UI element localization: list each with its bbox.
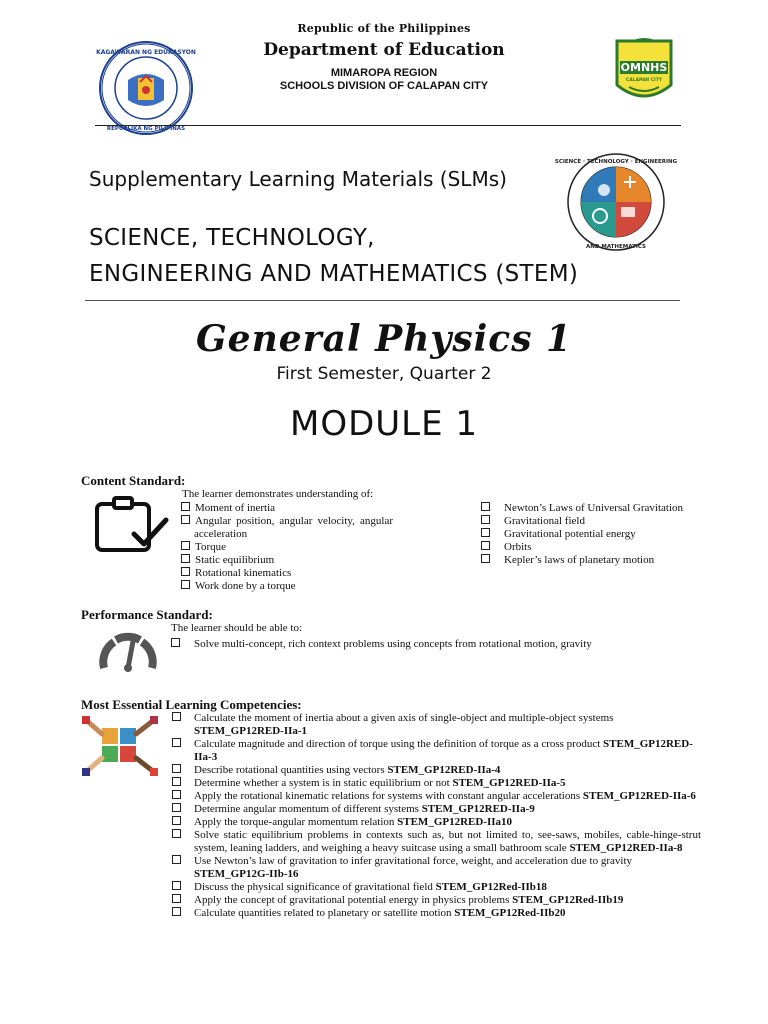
list-item: Determine angular momentum of different systems STEM_GP12RED-IIa-9 bbox=[172, 803, 701, 816]
content-standard-left-list bbox=[181, 502, 393, 593]
list-item: Work done by a torque bbox=[181, 580, 393, 593]
department-header: Department of Education bbox=[263, 40, 505, 60]
checkbox-icon bbox=[481, 541, 490, 550]
list-item: Apply the concept of gravitational potential energy in physics problems STEM_GP12Red-IIb19 bbox=[172, 894, 701, 907]
checkbox-icon bbox=[172, 803, 181, 812]
checkbox-icon bbox=[181, 554, 190, 563]
performance-standard-intro: The learner should be able to: bbox=[171, 622, 303, 634]
list-item: Determine whether a system is in static equilibrium or not STEM_GP12RED-IIa-5 bbox=[172, 777, 701, 790]
list-item: Moment of inertia bbox=[181, 502, 393, 515]
svg-text:KAGAWARAN NG EDUKASYON: KAGAWARAN NG EDUKASYON bbox=[96, 49, 196, 56]
svg-text:SCIENCE · TECHNOLOGY · ENGINEE: SCIENCE · TECHNOLOGY · ENGINEERING bbox=[554, 159, 678, 165]
division-header: SCHOOLS DIVISION OF CALAPAN CITY bbox=[279, 80, 489, 92]
list-item: Apply the torque-angular momentum relation STEM_GP12RED-IIa10 bbox=[172, 816, 701, 829]
list-item: Discuss the physical significance of gravitational field STEM_GP12Red-IIb18 bbox=[172, 881, 701, 894]
gauge-icon bbox=[98, 626, 158, 672]
checkbox-icon bbox=[181, 515, 190, 524]
semester-label: First Semester, Quarter 2 bbox=[276, 364, 492, 384]
checkbox-icon bbox=[172, 738, 181, 747]
school-logo bbox=[611, 37, 677, 107]
list-item: Use Newton’s law of gravitation to infer gravitational force, weight, and acceleration due to gravity STEM_GP12G-IIb-16 bbox=[172, 855, 701, 881]
checkbox-icon bbox=[481, 528, 490, 537]
melc-heading: Most Essential Learning Competencies: bbox=[81, 697, 302, 712]
svg-text:CALAPAN CITY: CALAPAN CITY bbox=[625, 78, 663, 83]
list-item: Calculate quantities related to planetary or satellite motion STEM_GP12Red-IIb20 bbox=[172, 907, 701, 920]
svg-text:OMNHS: OMNHS bbox=[620, 61, 668, 74]
svg-text:AND MATHEMATICS: AND MATHEMATICS bbox=[586, 244, 646, 250]
list-item: Apply the rotational kinematic relations for systems with constant angular accelerations STEM_GP12RED-IIa-6 bbox=[172, 790, 701, 803]
list-item: Gravitational potential energy bbox=[481, 528, 701, 541]
list-item: Angular position, angular velocity, angular acceleration bbox=[181, 515, 393, 541]
checkbox-icon bbox=[481, 502, 490, 511]
content-standard-right-list bbox=[481, 502, 701, 567]
list-item: Rotational kinematics bbox=[181, 567, 393, 580]
checkbox-icon bbox=[481, 515, 490, 524]
slm-title: Supplementary Learning Materials (SLMs) bbox=[89, 167, 507, 191]
content-standard-heading: Content Standard: bbox=[81, 473, 186, 488]
checkbox-icon bbox=[181, 580, 190, 589]
checkbox-icon bbox=[172, 881, 181, 890]
checkbox-icon bbox=[181, 567, 190, 576]
checkbox-icon bbox=[172, 855, 181, 864]
list-item: Gravitational field bbox=[481, 515, 701, 528]
checkbox-icon bbox=[172, 894, 181, 903]
content-standard-intro: The learner demonstrates understanding of: bbox=[182, 488, 374, 500]
checkbox-icon bbox=[172, 816, 181, 825]
checkbox-icon bbox=[172, 907, 181, 916]
checkbox-icon bbox=[172, 790, 181, 799]
list-item: Solve multi-concept, rich context problems using concepts from rotational motion, gravity bbox=[171, 638, 701, 651]
checkbox-icon bbox=[171, 638, 180, 647]
checkbox-icon bbox=[181, 541, 190, 550]
stem-seal bbox=[554, 152, 678, 252]
puzzle-hands-icon bbox=[82, 714, 158, 778]
melc-list bbox=[172, 712, 701, 920]
list-item: Torque bbox=[181, 541, 393, 554]
region-header: MIMAROPA REGION bbox=[330, 67, 438, 79]
list-item: Orbits bbox=[481, 541, 701, 554]
checkbox-icon bbox=[172, 712, 181, 721]
list-item: Describe rotational quantities using vectors STEM_GP12RED-IIa-4 bbox=[172, 764, 701, 777]
stem-title-line2: ENGINEERING AND MATHEMATICS (STEM) bbox=[89, 261, 579, 287]
checkbox-icon bbox=[172, 829, 181, 838]
svg-text:REPUBLIKA NG PILIPINAS: REPUBLIKA NG PILIPINAS bbox=[106, 126, 186, 132]
checkbox-icon bbox=[172, 777, 181, 786]
list-item: Solve static equilibrium problems in contexts such as, but not limited to, see-saws, mobiles, cable-hinge-strut system, leaning ladders, and weighing a heavy suitcase using a small bathroom scale STEM_GP12RED-IIa-8 bbox=[172, 829, 701, 855]
subject-title: General Physics 1 bbox=[195, 318, 573, 360]
checkbox-icon bbox=[481, 554, 490, 563]
title-divider bbox=[85, 300, 680, 301]
list-item: Static equilibrium bbox=[181, 554, 393, 567]
checkbox-icon bbox=[181, 502, 190, 511]
checkbox-icon bbox=[172, 764, 181, 773]
module-title: MODULE 1 bbox=[289, 404, 479, 444]
list-item: Newton’s Laws of Universal Gravitation bbox=[481, 502, 701, 515]
republic-header: Republic of the Philippines bbox=[297, 22, 471, 35]
list-item: Calculate the moment of inertia about a given axis of single-object and multiple-object systems STEM_GP12RED-IIa-1 bbox=[172, 712, 701, 738]
list-item: Calculate magnitude and direction of torque using the definition of torque as a cross product STEM_GP12RED-IIa-3 bbox=[172, 738, 701, 764]
header-divider bbox=[95, 125, 681, 126]
list-item: Kepler’s laws of planetary motion bbox=[481, 554, 701, 567]
clipboard-check-icon bbox=[94, 496, 170, 554]
stem-title-line1: SCIENCE, TECHNOLOGY, bbox=[89, 225, 375, 251]
performance-standard-heading: Performance Standard: bbox=[81, 607, 213, 622]
